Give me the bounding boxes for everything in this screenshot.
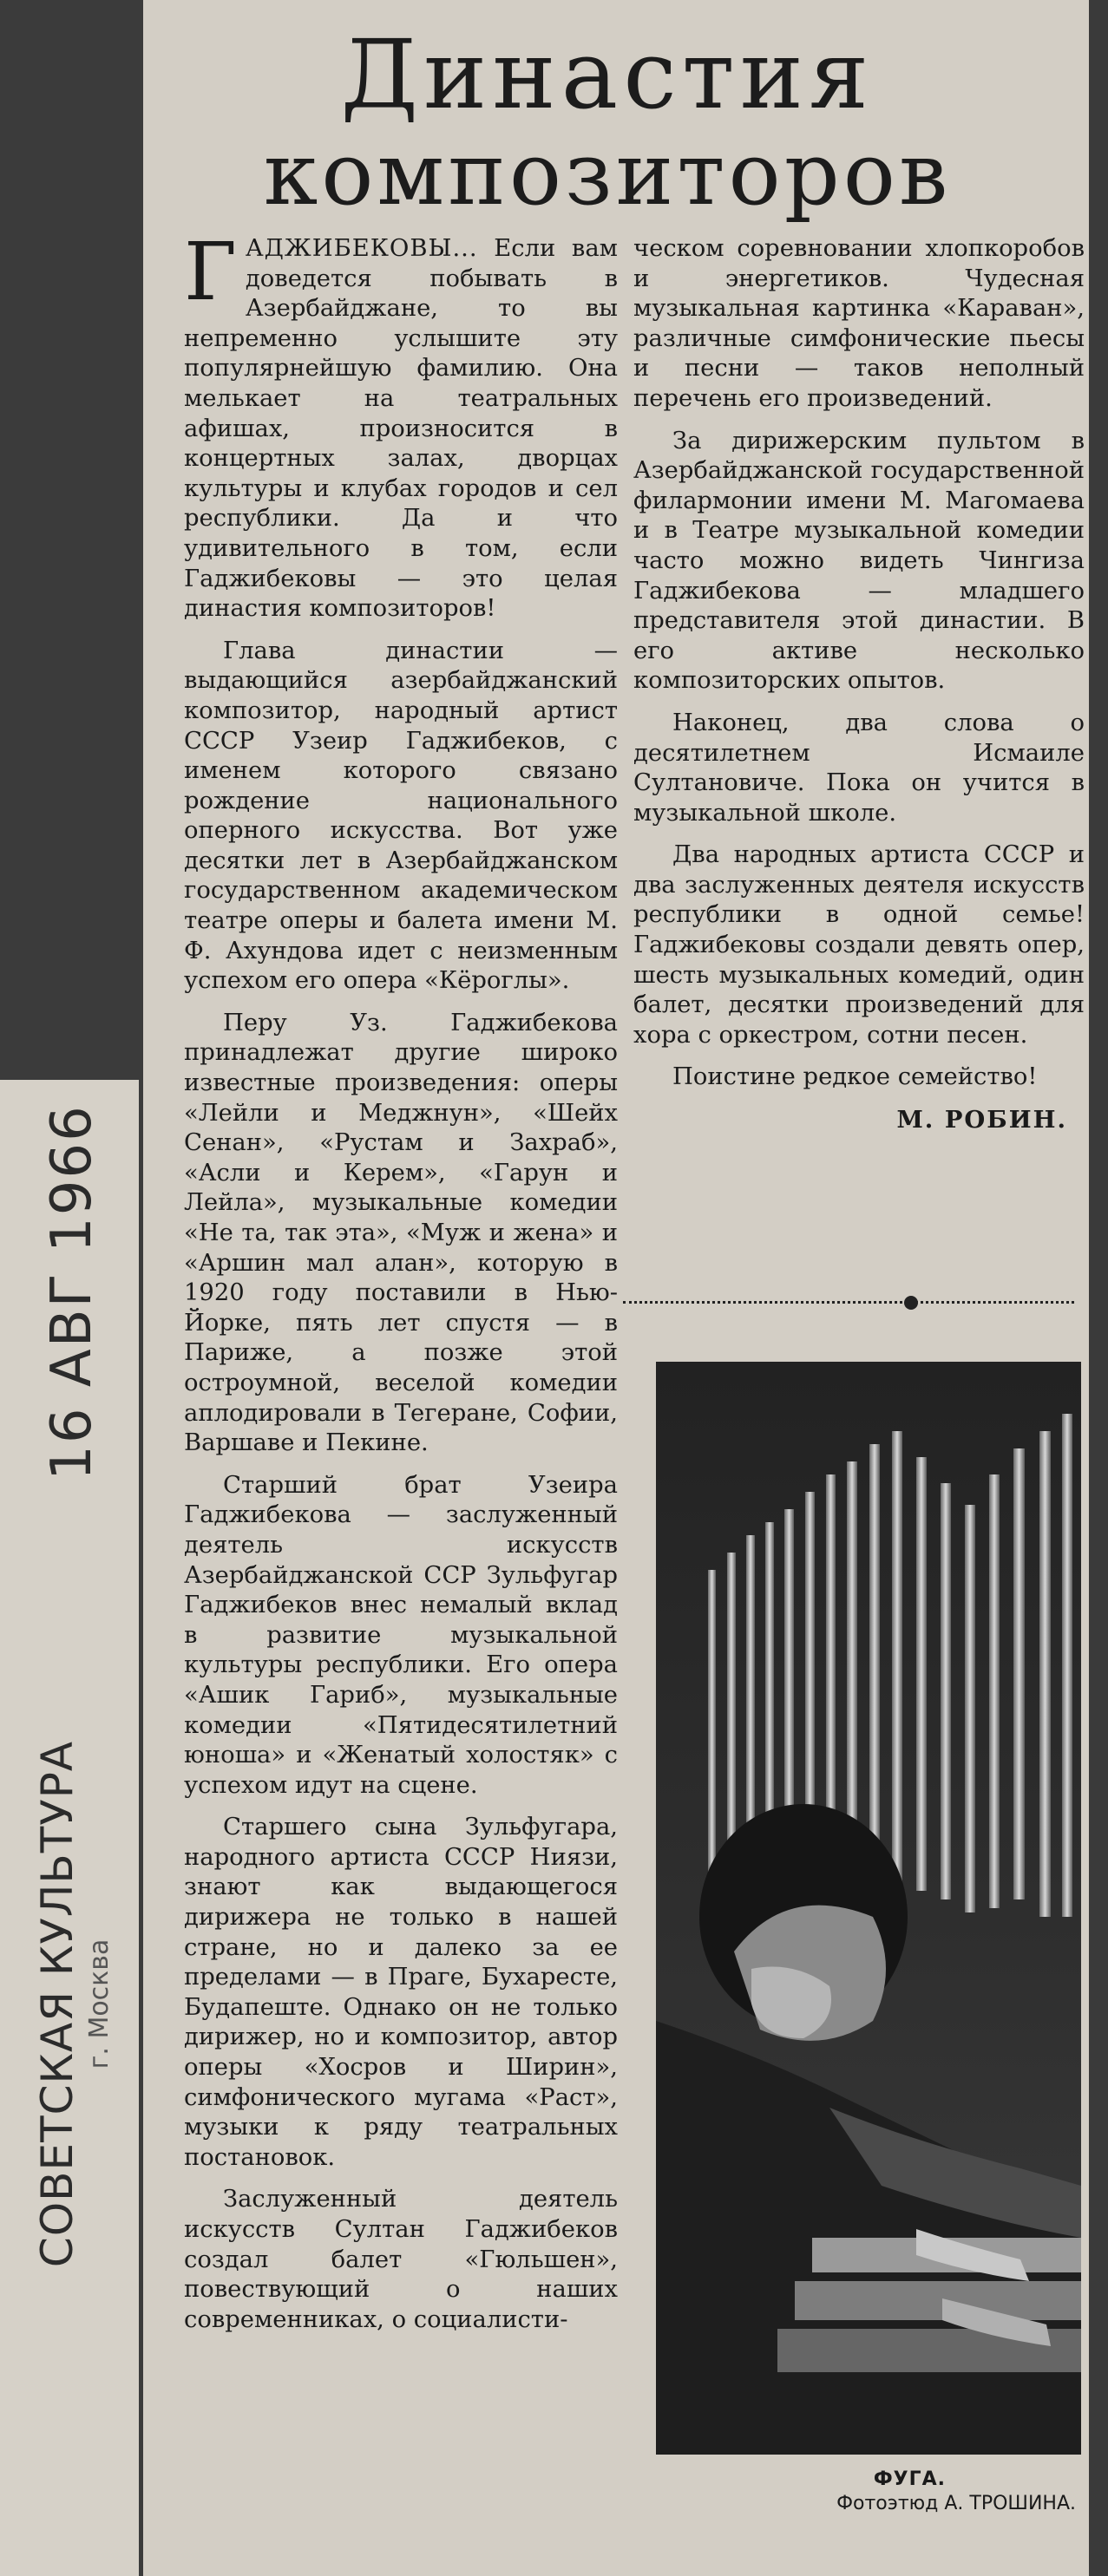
article-paragraph [184,226,618,624]
article-paragraph: Заслуженный деятель искусств Султан Гаджибеков создал балет «Гюльшен», повествующий о наших современниках, о социалисти- [184,2186,618,2333]
caption-credit: Фотоэтюд А. ТРОШИНА. [836,2493,1076,2514]
date-stamp [7,1104,137,1481]
photo-caption [642,2468,1076,2516]
drop-cap: Г [184,226,237,318]
article-paragraph: Глава династии — выдающийся азербайджанский композитор, народный артист СССР Узеир Гаджибеков, с именем которого связано рождение национального оперного искусства. Вот уже десятки лет в Азербайджанском государственном академическом театре оперы и балета имени М. Ф. Ахундова идет с неизменным успехом его опера «Кёроглы». [184,637,618,995]
organ-keyboard [777,2229,1081,2372]
article-paragraph: Старшего сына Зульфугара, народного артиста СССР Ниязи, знают как выдающегося дирижера не только в нашей стране, но и далеко за ее пределами — в Праге, Бухаресте, Будапеште. Однако он не только дирижер, но и композитор, автор оперы «Хосров и Ширин», симфонического мугама «Раст», музыки к ряду театральных постановок. [184,1814,618,2171]
article-column-right [633,234,1085,1135]
author-signature: М. РОБИН. [896,1106,1067,1134]
lead-caps: АДЖИБЕКОВЫ... [245,235,478,262]
article-paragraph: За дирижерским пультом в Азербайджанской государственной филармонии имени М. Магомаева и в Театре музыкальной комедии часто можно видеть Чингиза Гаджибекова — младшего представителя этой династии. В его активе несколько композиторских опытов. [633,427,1085,695]
date-stamp-text: 16 АВГ 1966 [40,1104,104,1481]
source-name: СОВЕТСКАЯ КУЛЬТУРА [32,1740,83,2267]
headline-line-2: композиторов [263,123,952,226]
headline-line-1: Династия [340,19,875,131]
article-paragraph: Наконец, два слова о десятилетнем Исмаиле Султановиче. Пока он учится в музыкальной школе. [633,709,1085,827]
source-stamp [9,1648,139,2359]
article-paragraph: Перу Уз. Гаджибекова принадлежат другие широко известные произведения: оперы «Лейли и Меджнун», «Шейх Сенан», «Рустам и Захраб», «Асли и Керем», «Гарун и Лейла», музыкальные комедии «Не та, так эта», «Муж и жена» и «Аршин мал алан», которую в 1920 году поставили в Нью-Йорке, пять лет спустя — в Париже, а позже этой остроумной, веселой комедии аплодировали в Тегеране, Софии, Варшаве и Пекине. [184,1009,618,1457]
article-paragraph: ческом соревновании хлопкоробов и энергетиков. Чудесная музыкальная картинка «Караван», различные симфонические пьесы и песни — таков неполный перечень его произведений. [633,235,1085,412]
paragraph-text: Если вам доведется побывать в Азербайджане, то вы непременно услышите эту популярнейшую фамилию. Она мелькает на театральных афишах, произносится в концертных залах, дворцах культуры и клубах городов и сел республики. Да и что удивительного в том, если Гаджибековы — это целая династия композиторов! [184,235,618,623]
article-column-left [184,226,618,2347]
article-paragraph: Два народных артиста СССР и два заслуженных деятеля искусств республики в одной семье! Гаджибековы создали девять опер, шесть музыкальных комедий, один балет, десятки произведений для хора с оркестром, сотни песен. [633,841,1085,1049]
source-city: г. Москва [84,1939,115,2069]
article-photo [656,1362,1081,2455]
caption-title: ФУГА. [873,2468,946,2490]
photo-illustration [656,1362,1081,2455]
article-paragraph: Старший брат Узеира Гаджибекова — заслуженный деятель искусств Азербайджанской ССР Зульфугар Гаджибеков внес немалый вклад в развитие музыкальной культуры республики. Его опера «Ашик Гариб», музыкальные комедии «Пятидесятилетний юноша» и «Женатый холостяк» с успехом идут на сцене. [184,1471,618,1799]
divider-dot [904,1296,918,1310]
article-paragraph: Поистине редкое семейство! [672,1063,1038,1091]
dotted-divider [623,1301,1074,1311]
background-right [1089,0,1108,2576]
article-headline [152,19,1063,226]
